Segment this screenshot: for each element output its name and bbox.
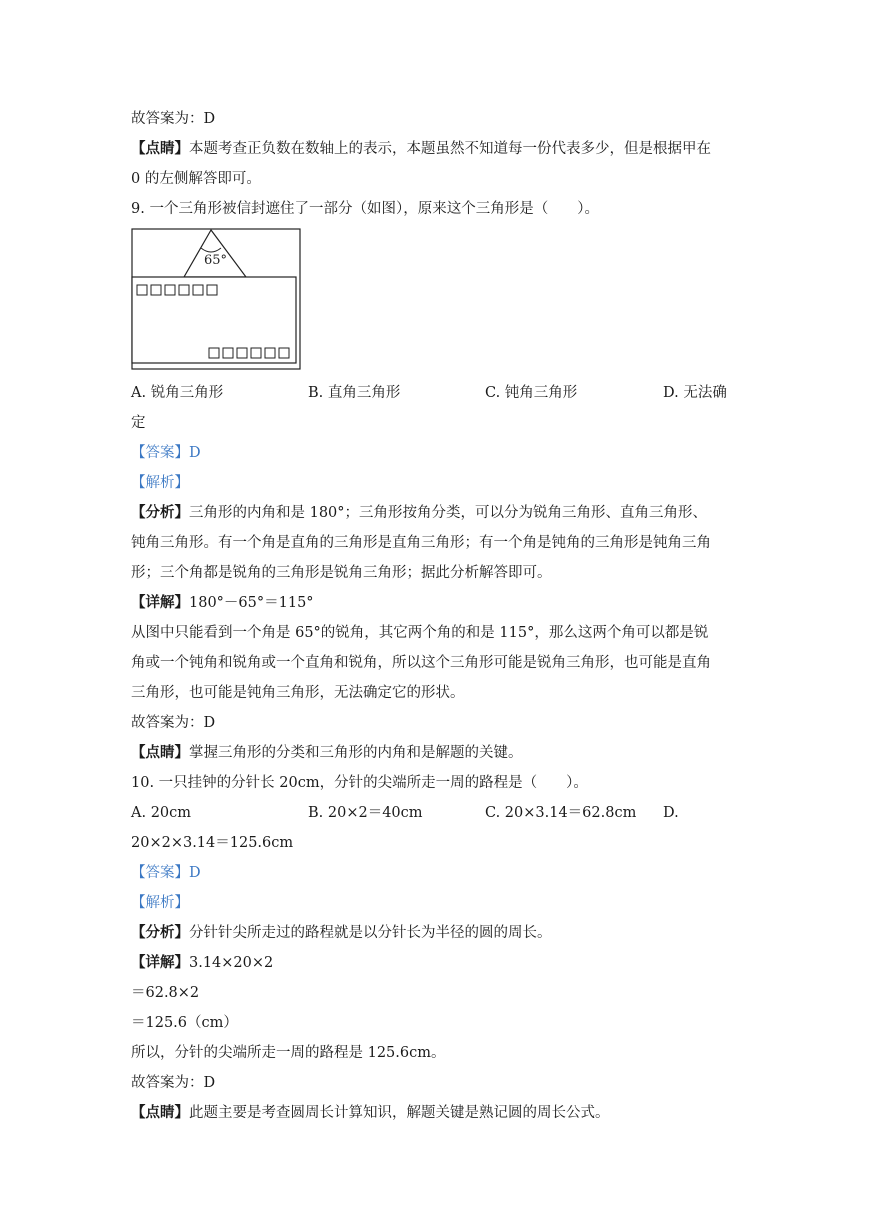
- q9-option-d: D. 无法确: [663, 385, 727, 401]
- q8-dianjing: [131, 134, 743, 164]
- q10-option-wrap: 20×2×3.14＝125.6cm: [131, 835, 294, 851]
- q9-xiangjie-text: 180°－65°＝115°: [189, 595, 314, 611]
- fenxi-tag: 【分析】: [131, 505, 189, 521]
- q10-xiangjie: [131, 948, 743, 978]
- q10-options: [131, 798, 743, 828]
- q10-conclusion: 所以，分针的尖端所走一周的路程是 125.6cm。: [131, 1045, 446, 1061]
- q8-dianjing-continued: 0 的左侧解答即可。: [131, 171, 261, 187]
- q9-xiangjie: [131, 588, 743, 618]
- q10-option-d: D.: [663, 805, 679, 821]
- q10-fenxi: [131, 918, 743, 948]
- q9-question: 9. 一个三角形被信封遮住了一部分（如图），原来这个三角形是（ ）。: [131, 201, 599, 217]
- q9-detail-line3: 三角形，也可能是钝角三角形，无法确定它的形状。: [131, 685, 465, 701]
- document-page: [131, 104, 743, 1128]
- q10-question: 10. 一只挂钟的分针长 20cm，分针的尖端所走一周的路程是（ ）。: [131, 775, 588, 791]
- q10-option-b: B. 20×2＝40cm: [308, 805, 423, 821]
- angle-label: 65°: [204, 253, 228, 268]
- q10-jiexi: 【解析】: [131, 895, 189, 911]
- q10-xiangjie-line3: ＝125.6（cm）: [131, 1015, 238, 1031]
- q10-answer: 【答案】D: [131, 865, 201, 881]
- q10-xiangjie-line2: ＝62.8×2: [131, 985, 200, 1001]
- q8-dianjing-text: 本题考查正负数在数轴上的表示，本题虽然不知道每一份代表多少，但是根据甲在: [189, 141, 711, 157]
- q10-dianjing: [131, 1098, 743, 1128]
- q9-fenxi-text: 三角形的内角和是 180°；三角形按角分类，可以分为锐角三角形、直角三角形、: [189, 505, 708, 521]
- dianjing-tag: 【点睛】: [131, 745, 189, 761]
- q9-answer: 【答案】D: [131, 445, 201, 461]
- envelope-triangle-diagram: [131, 228, 303, 374]
- q10-dianjing-text: 此题主要是考查圆周长计算知识，解题关键是熟记圆的周长公式。: [189, 1105, 610, 1121]
- q9-fenxi-line2: 钝角三角形。有一个角是直角的三角形是直角三角形；有一个角是钝角的三角形是钝角三角: [131, 535, 711, 551]
- q8-final-answer: 故答案为：D: [131, 111, 216, 127]
- q9-jiexi: 【解析】: [131, 475, 189, 491]
- q9-envelope-figure: [131, 228, 743, 376]
- q9-final-answer: 故答案为：D: [131, 715, 216, 731]
- xiangjie-tag: 【详解】: [131, 955, 189, 971]
- q9-option-wrap: 定: [131, 415, 146, 431]
- q10-final-answer: 故答案为：D: [131, 1075, 216, 1091]
- q10-option-a: A. 20cm: [131, 805, 192, 821]
- q9-dianjing-text: 掌握三角形的分类和三角形的内角和是解题的关键。: [189, 745, 523, 761]
- xiangjie-tag: 【详解】: [131, 595, 189, 611]
- dianjing-tag: 【点睛】: [131, 1105, 189, 1121]
- q9-option-c: C. 钝角三角形: [485, 385, 578, 401]
- q9-detail-line1: 从图中只能看到一个角是 65°的锐角，其它两个角的和是 115°，那么这两个角可以都是锐: [131, 625, 709, 641]
- angle-arc: [201, 248, 221, 252]
- q9-options: [131, 378, 743, 408]
- q10-option-c: C. 20×3.14＝62.8cm: [485, 805, 637, 821]
- q9-option-a: A. 锐角三角形: [131, 385, 224, 401]
- q9-dianjing: [131, 738, 743, 768]
- q9-detail-line2: 角或一个钝角和锐角或一个直角和锐角，所以这个三角形可能是锐角三角形，也可能是直角: [131, 655, 711, 671]
- q9-fenxi-line3: 形；三个角都是锐角的三角形是锐角三角形；据此分析解答即可。: [131, 565, 552, 581]
- dianjing-tag: 【点睛】: [131, 141, 189, 157]
- q10-fenxi-text: 分针针尖所走过的路程就是以分针长为半径的圆的周长。: [189, 925, 552, 941]
- q9-fenxi: [131, 498, 743, 528]
- envelope: [132, 277, 296, 363]
- q9-option-b: B. 直角三角形: [308, 385, 401, 401]
- q10-xiangjie-text: 3.14×20×2: [189, 955, 274, 971]
- fenxi-tag: 【分析】: [131, 925, 189, 941]
